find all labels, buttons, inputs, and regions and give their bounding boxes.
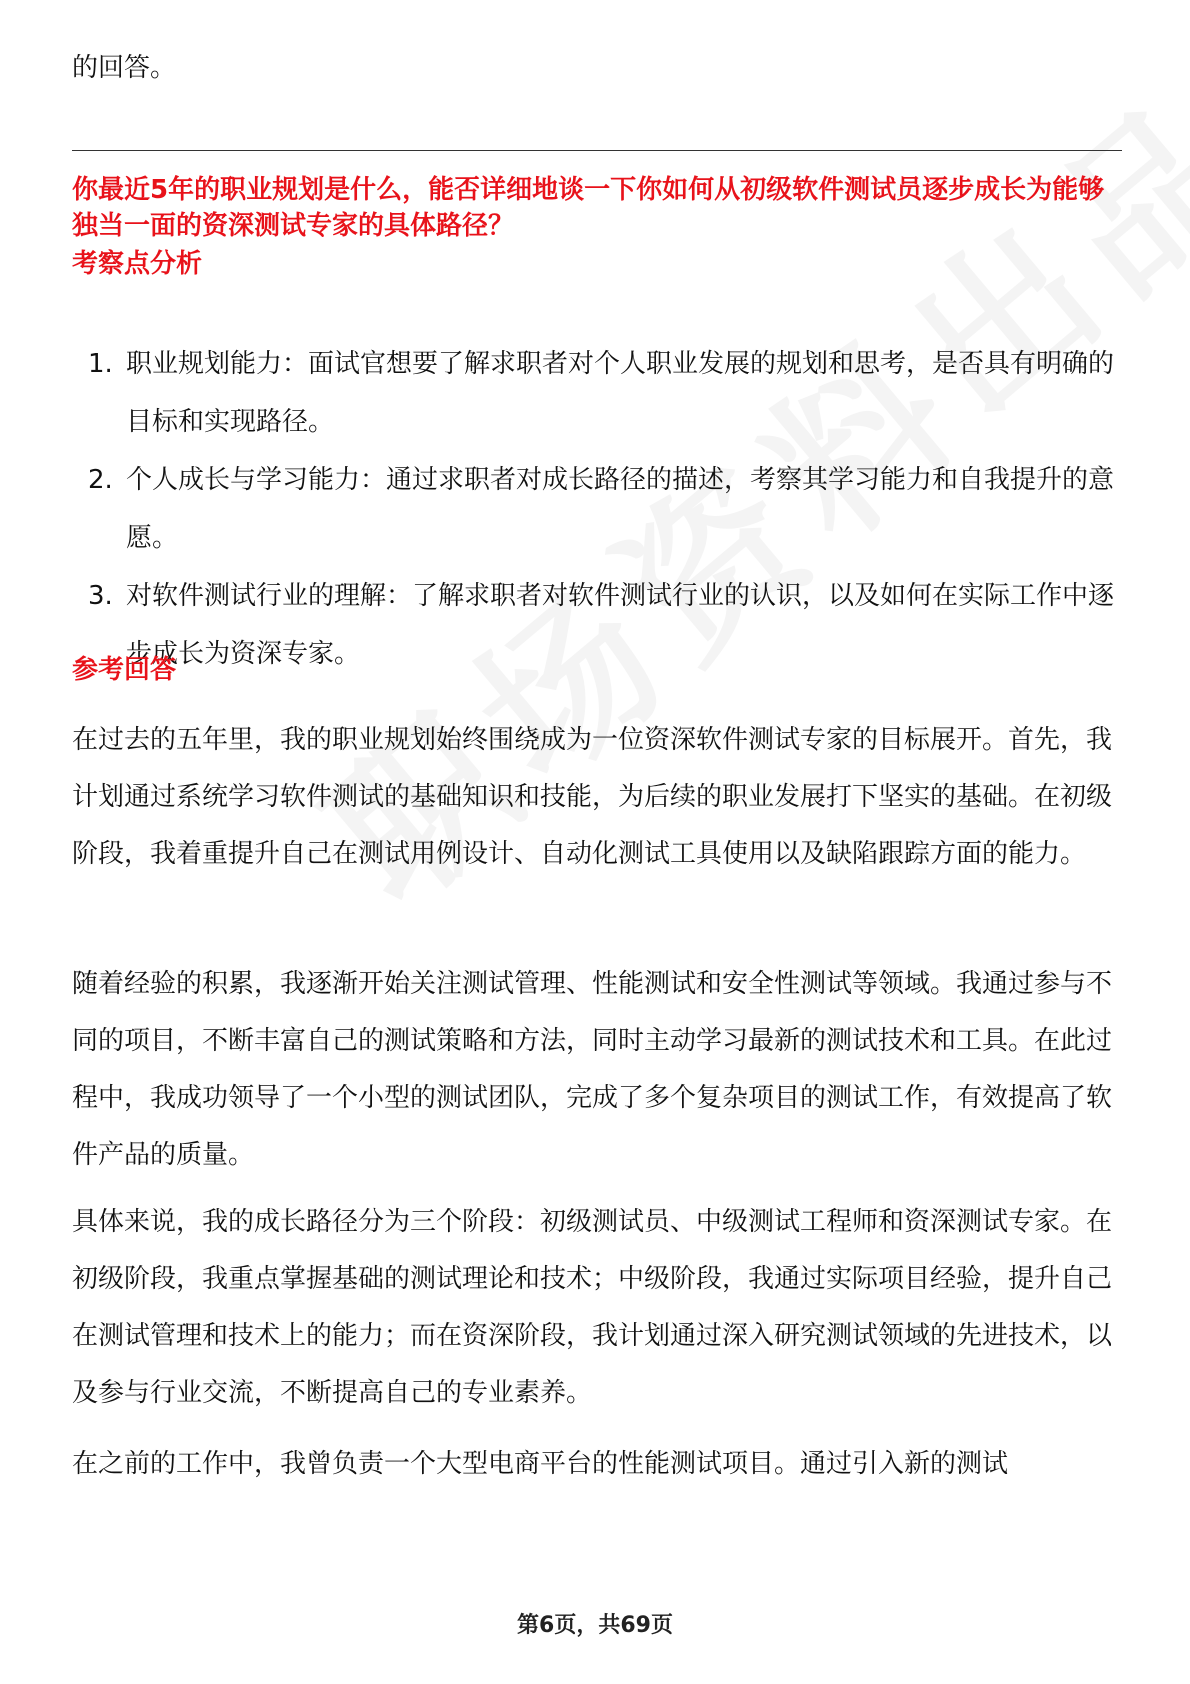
answer-heading: 参考回答 — [72, 655, 177, 685]
section-divider — [72, 150, 1122, 151]
list-number: 2. — [88, 465, 113, 495]
analysis-list — [72, 335, 1122, 683]
answer-paragraph: 在之前的工作中，我曾负责一个大型电商平台的性能测试项目。通过引入新的测试 — [72, 1449, 1009, 1479]
page-footer: 第6页，共69页 — [517, 1613, 673, 1638]
answer-paragraph: 随着经验的积累，我逐渐开始关注测试管理、性能测试和安全性测试等领域。我通过参与不同的项目，不断丰富自己的测试策略和方法，同时主动学习最新的测试技术和工具。在此过程中，我成功领导了一个小型的测试团队，完成了多个复杂项目的测试工作，有效提高了软件产品的质量。 — [72, 969, 1113, 1170]
list-item — [72, 335, 1122, 451]
question-heading: 你最近5年的职业规划是什么，能否详细地谈一下你如何从初级软件测试员逐步成长为能够独当一面的资深测试专家的具体路径？ — [72, 175, 1105, 241]
list-item-text: 职业规划能力：面试官想要了解求职者对个人职业发展的规划和思考，是否具有明确的目标和实现路径。 — [126, 349, 1115, 437]
list-item — [72, 451, 1122, 567]
list-item-text: 对软件测试行业的理解：了解求职者对软件测试行业的认识，以及如何在实际工作中逐步成长为资深专家。 — [126, 581, 1115, 669]
list-number: 1. — [88, 349, 113, 379]
analysis-heading: 考察点分析 — [72, 249, 203, 279]
list-number: 3. — [88, 581, 113, 611]
answer-paragraph: 具体来说，我的成长路径分为三个阶段：初级测试员、中级测试工程师和资深测试专家。在初级阶段，我重点掌握基础的测试理论和技术；中级阶段，我通过实际项目经验，提升自己在测试管理和技术上的能力；而在资深阶段，我计划通过深入研究测试领域的先进技术，以及参与行业交流，不断提高自己的专业素养。 — [72, 1207, 1113, 1408]
list-item-text: 个人成长与学习能力：通过求职者对成长路径的描述，考察其学习能力和自我提升的意愿。 — [126, 465, 1115, 553]
answer-paragraph: 在过去的五年里，我的职业规划始终围绕成为一位资深软件测试专家的目标展开。首先，我计划通过系统学习软件测试的基础知识和技能，为后续的职业发展打下坚实的基础。在初级阶段，我着重提升自己在测试用例设计、自动化测试工具使用以及缺陷跟踪方面的能力。 — [72, 725, 1113, 869]
list-item — [72, 567, 1122, 683]
continued-text: 的回答。 — [72, 53, 177, 83]
